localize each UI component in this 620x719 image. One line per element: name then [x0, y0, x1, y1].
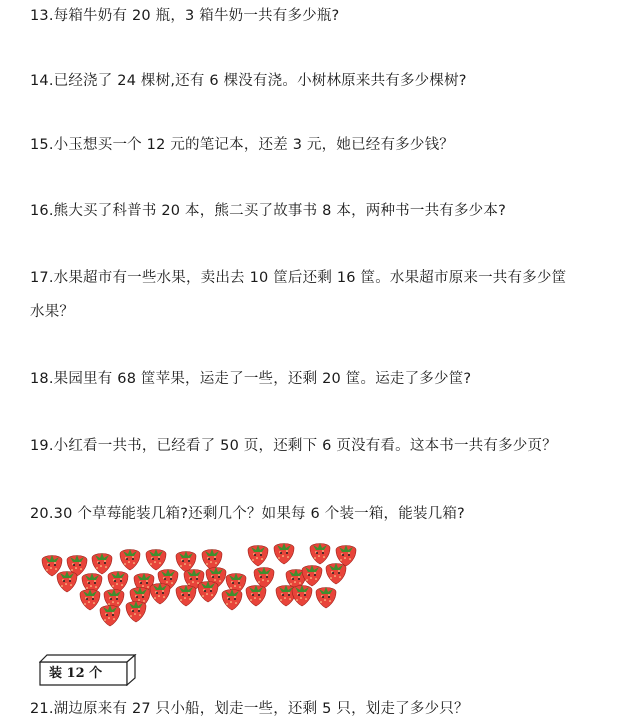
- question-17: [30, 268, 566, 322]
- strawberry-icon: [146, 549, 166, 570]
- question-21-text: 21.湖边原来有 27 只小船，划走一些，还剩 5 只，划走了多少只？: [30, 701, 469, 717]
- strawberry-icon: [292, 585, 312, 606]
- question-17-continuation: 水果？: [30, 304, 75, 320]
- strawberry-icon: [202, 549, 222, 570]
- strawberry-icon: [176, 551, 196, 572]
- question-15-text: 15.小玉想买一个 12 元的笔记本，还差 3 元，她已经有多少钱？: [30, 137, 454, 153]
- question-13: [30, 6, 339, 26]
- strawberry-icon: [80, 589, 100, 610]
- question-21: [30, 699, 469, 719]
- question-20: [30, 504, 465, 524]
- strawberry-icon: [222, 589, 242, 610]
- strawberry-icon: [176, 585, 196, 606]
- question-19: [30, 436, 557, 456]
- question-16-text: 16.熊大买了科普书 20 本，熊二买了故事书 8 本，两种书一共有多少本?: [30, 203, 506, 219]
- strawberry-icon: [108, 571, 128, 592]
- strawberry-icon: [310, 543, 330, 564]
- question-18: [30, 369, 471, 389]
- strawberry-icon: [316, 587, 336, 608]
- strawberry-icon: [336, 545, 356, 566]
- strawberry-icon: [57, 571, 77, 592]
- strawberry-icon: [246, 585, 266, 606]
- question-13-text: 13.每箱牛奶有 20 瓶，3 箱牛奶一共有多少瓶?: [30, 8, 340, 24]
- question-14-text: 14.已经浇了 24 棵树,还有 6 棵没有浇。小树林原来共有多少棵树?: [30, 73, 467, 89]
- question-14: [30, 71, 467, 91]
- question-15: [30, 135, 454, 155]
- crate-label: 装 12 个: [49, 666, 103, 681]
- strawberries-illustration: [32, 538, 362, 638]
- strawberry-icon: [302, 565, 322, 586]
- strawberry-icon: [248, 545, 268, 566]
- strawberry-icon: [126, 601, 146, 622]
- crate-illustration: [39, 654, 139, 686]
- strawberry-icon: [100, 605, 120, 626]
- strawberry-icon: [274, 543, 294, 564]
- question-18-text: 18.果园里有 68 筐苹果，运走了一些，还剩 20 筐。运走了多少筐?: [30, 371, 472, 387]
- strawberry-icon: [150, 583, 170, 604]
- question-19-text: 19.小红看一共书，已经看了 50 页，还剩下 6 页没有看。这本书一共有多少页？: [30, 438, 557, 454]
- strawberry-icon: [120, 549, 140, 570]
- question-16: [30, 201, 506, 221]
- strawberry-icon: [254, 567, 274, 588]
- strawberry-icon: [326, 563, 346, 584]
- question-20-text: 20.30 个草莓能装几箱?还剩几个？如果每 6 个装一箱，能装几箱?: [30, 506, 465, 522]
- strawberry-icon: [92, 553, 112, 574]
- question-17-text: 17.水果超市有一些水果，卖出去 10 筐后还剩 16 筐。水果超市原来一共有多少筐: [30, 270, 567, 286]
- strawberry-icon: [198, 581, 218, 602]
